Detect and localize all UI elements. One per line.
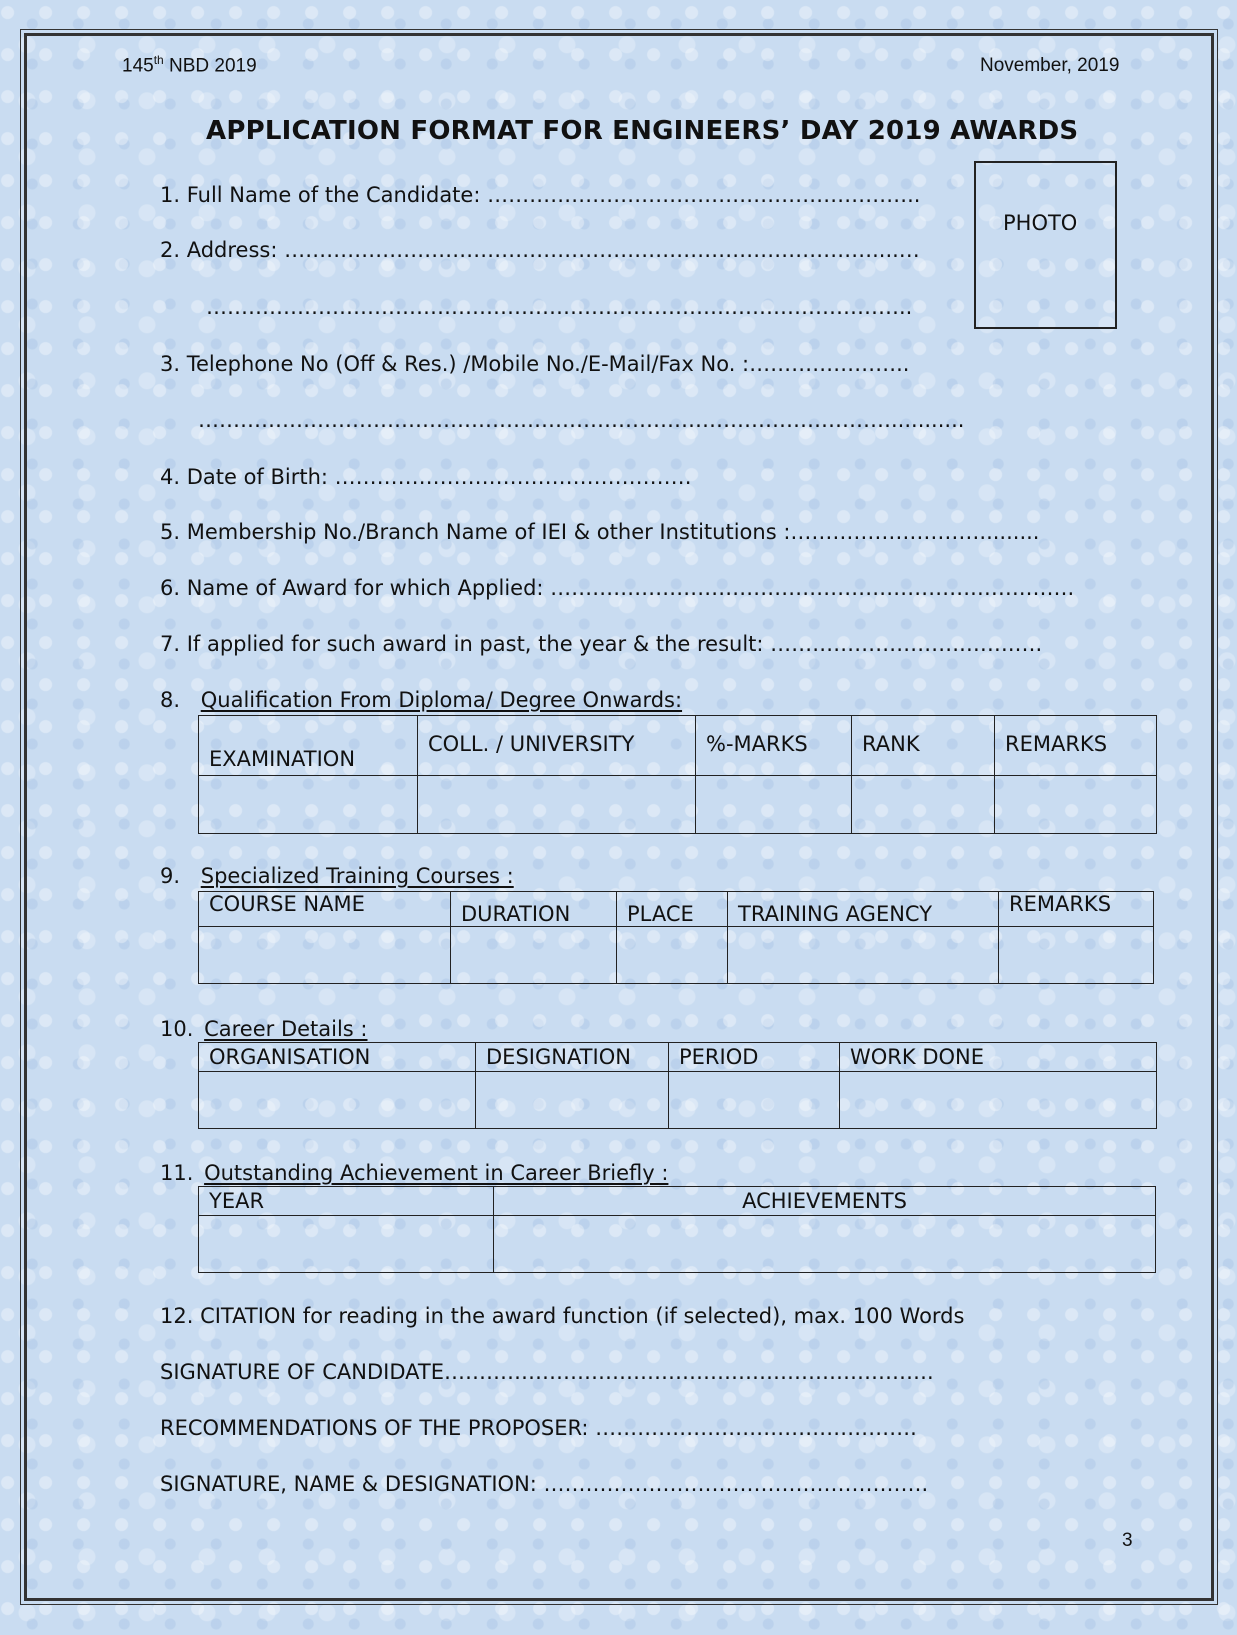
field-award-name[interactable]: 6. Name of Award for which Applied: …………………………………………………….…….……. — [160, 576, 1075, 600]
table-row[interactable] — [199, 776, 1157, 834]
section-number: 11. — [160, 1161, 194, 1185]
table-cell[interactable] — [199, 776, 418, 834]
table-cell[interactable] — [418, 776, 696, 834]
table-header-row — [199, 1043, 1157, 1072]
table-header-cell: COLL. / UNIVERSITY — [418, 716, 696, 776]
section-label: Specialized Training Courses : — [200, 864, 514, 888]
table-cell[interactable] — [199, 1072, 476, 1129]
field-recommendations[interactable]: RECOMMENDATIONS OF THE PROPOSER: ………………………………………. — [160, 1416, 917, 1440]
field-address-line2[interactable]: ……………………………………………………………………………………….. — [206, 295, 913, 319]
page-number: 3 — [1122, 1530, 1133, 1551]
table-cell[interactable] — [852, 776, 995, 834]
table-cell[interactable] — [451, 927, 617, 984]
table-row[interactable] — [199, 1072, 1157, 1129]
table-header-cell: RANK — [852, 716, 995, 776]
table-header-cell: PERIOD — [669, 1043, 840, 1072]
edition-number: 145 — [122, 55, 154, 77]
table-cell[interactable] — [494, 1216, 1156, 1273]
table-cell[interactable] — [728, 927, 999, 984]
section-label: Outstanding Achievement in Career Briefly : — [204, 1161, 669, 1185]
table-header-cell: ORGANISATION — [199, 1043, 476, 1072]
table-header-cell: PLACE — [617, 892, 728, 927]
header-date: November, 2019 — [980, 55, 1120, 76]
qualification-table — [198, 715, 1157, 834]
field-signature-name-designation[interactable]: SIGNATURE, NAME & DESIGNATION: ………………………………………………. — [160, 1472, 929, 1496]
table-header-cell: YEAR — [199, 1187, 494, 1216]
photo-box — [974, 161, 1117, 329]
table-cell[interactable] — [999, 927, 1154, 984]
section-number: 9. — [160, 864, 181, 888]
table-row[interactable] — [199, 927, 1154, 984]
training-table — [198, 891, 1154, 984]
section-number: 10. — [160, 1017, 194, 1041]
table-cell[interactable] — [199, 1216, 494, 1273]
achievement-table — [198, 1186, 1156, 1273]
table-header-cell: COURSE NAME — [199, 892, 451, 927]
table-header-row — [199, 716, 1157, 776]
section-qualification-heading — [160, 688, 682, 712]
table-cell[interactable] — [696, 776, 852, 834]
edition-label — [122, 53, 257, 77]
table-header-cell: DURATION — [451, 892, 617, 927]
photo-label: PHOTO — [1003, 211, 1078, 235]
page-title: APPLICATION FORMAT FOR ENGINEERS’ DAY 2019 AWARDS — [206, 116, 1079, 146]
field-signature-candidate[interactable]: SIGNATURE OF CANDIDATE……………………………………………………………. — [160, 1360, 934, 1384]
field-past-award[interactable]: 7. If applied for such award in past, the year & the result: ……………………….…….…. — [160, 632, 1043, 656]
table-cell[interactable] — [476, 1072, 669, 1129]
table-header-cell: ACHIEVEMENTS — [494, 1187, 1156, 1216]
section-number: 8. — [160, 688, 181, 712]
section-label: Career Details : — [204, 1017, 368, 1041]
field-membership[interactable]: 5. Membership No./Branch Name of IEI & other Institutions :………………………......... — [160, 520, 1040, 544]
section-training-heading — [160, 864, 514, 888]
section-achievement-heading — [160, 1161, 668, 1185]
field-date-of-birth[interactable]: 4. Date of Birth: …………………………………………… — [160, 465, 692, 489]
edition-superscript: th — [153, 53, 164, 67]
table-header-cell: REMARKS — [999, 892, 1154, 927]
edition-rest: NBD 2019 — [163, 55, 257, 77]
table-header-cell: WORK DONE — [840, 1043, 1157, 1072]
table-cell[interactable] — [617, 927, 728, 984]
field-telephone-line2[interactable]: ………………………………………………………………………………………........... — [198, 408, 965, 432]
field-full-name[interactable]: 1. Full Name of the Candidate: …………………………………………………….. — [160, 183, 921, 207]
field-telephone[interactable]: 3. Telephone No (Off & Res.) /Mobile No./E-Mail/Fax No. :………………….. — [160, 352, 910, 376]
section-label: Qualification From Diploma/ Degree Onwards: — [200, 688, 683, 712]
table-header-cell: REMARKS — [995, 716, 1157, 776]
table-header-cell: EXAMINATION — [199, 716, 418, 776]
citation-instruction: 12. CITATION for reading in the award function (if selected), max. 100 Words — [160, 1304, 965, 1328]
career-table — [198, 1042, 1157, 1129]
table-header-cell: TRAINING AGENCY — [728, 892, 999, 927]
table-cell[interactable] — [995, 776, 1157, 834]
field-address[interactable]: 2. Address: …………………………………………………………………………....… — [160, 238, 920, 262]
table-header-row — [199, 1187, 1156, 1216]
table-header-row — [199, 892, 1154, 927]
table-cell[interactable] — [199, 927, 451, 984]
table-cell[interactable] — [669, 1072, 840, 1129]
table-header-cell: %-MARKS — [696, 716, 852, 776]
table-row[interactable] — [199, 1216, 1156, 1273]
table-header-cell: DESIGNATION — [476, 1043, 669, 1072]
table-cell[interactable] — [840, 1072, 1157, 1129]
section-career-heading — [160, 1017, 368, 1041]
